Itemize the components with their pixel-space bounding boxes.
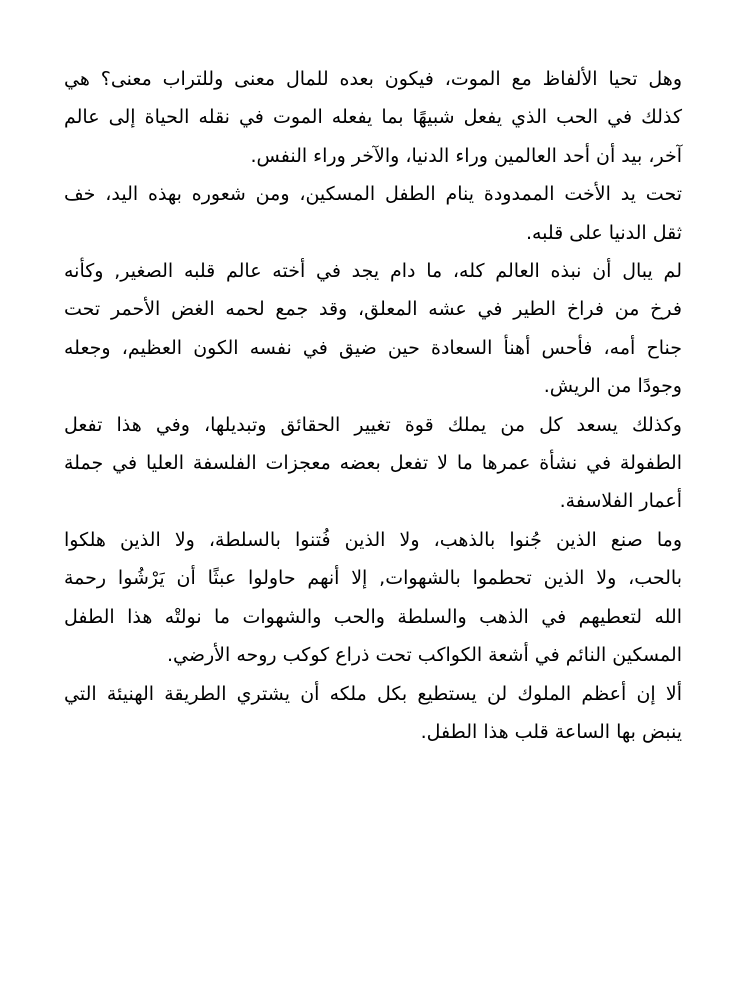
text-line: وما صنع الذين جُنوا بالذهب، ولا الذين فُتنوا بالسلطة، ولا الذين هلكوا [64, 528, 682, 551]
text-line: آخر، بيد أن أحد العالمين وراء الدنيا، والآخر وراء النفس. [250, 144, 682, 167]
text-line: وجودًا من الريش. [543, 375, 682, 398]
text-line: ثقل الدنيا على قلبه. [525, 221, 682, 244]
text-line: لم يبال أن نبذه العالم كله، ما دام يجد في أخته عالم قلبه الصغير, وكأنه [64, 260, 682, 283]
text-line: كذلك في الحب الذي يفعل شبيهًا بما يفعله الموت في نقله الحياة إلى عالم [64, 106, 682, 129]
text-line: بالحب، ولا الذين تحطموا بالشهوات, إلا أنهم حاولوا عبثًا أن يَرْشُوا رحمة [64, 567, 682, 590]
text-line: المسكين النائم في أشعة الكواكب تحت ذراع كوكب روحه الأرضي. [166, 644, 682, 667]
paragraph-6 [64, 675, 682, 752]
text-line: وهل تحيا الألفاظ مع الموت، فيكون بعده للمال معنى وللتراب معنى؟ هي [64, 68, 682, 90]
text-line: أعمار الفلاسفة. [559, 490, 682, 513]
text-line: جناح أمه، فأحس أهنأ السعادة حين ضيق في نفسه الكون العظيم، وجعله [64, 336, 682, 359]
paragraph-5 [64, 521, 682, 675]
text-line: الطفولة في نشأة عمرها ما لا تفعل بعضه معجزات الفلسفة العليا في جملة [64, 452, 682, 475]
text-line: الله لتعطيهم في الذهب والسلطة والحب والشهوات ما نولتْه هذا الطفل [64, 605, 682, 628]
paragraph-3 [64, 252, 682, 406]
document-page [64, 60, 682, 751]
text-line: فرخ من فراخ الطير في عشه المعلق، وقد جمع لحمه الغض الأحمر تحت [64, 298, 682, 321]
text-line: تحت يد الأخت الممدودة ينام الطفل المسكين، ومن شعوره بهذه اليد، خف [64, 183, 682, 206]
text-line: ينبض بها الساعة قلب هذا الطفل. [420, 720, 682, 743]
text-line: وكذلك يسعد كل من يملك قوة تغيير الحقائق وتبديلها، وفي هذا تفعل [64, 413, 682, 436]
paragraph-2 [64, 175, 682, 252]
paragraph-4 [64, 406, 682, 521]
text-line: ألا إن أعظم الملوك لن يستطيع بكل ملكه أن يشتري الطريقة الهنيئة التي [64, 682, 682, 705]
paragraph-1 [64, 60, 682, 175]
